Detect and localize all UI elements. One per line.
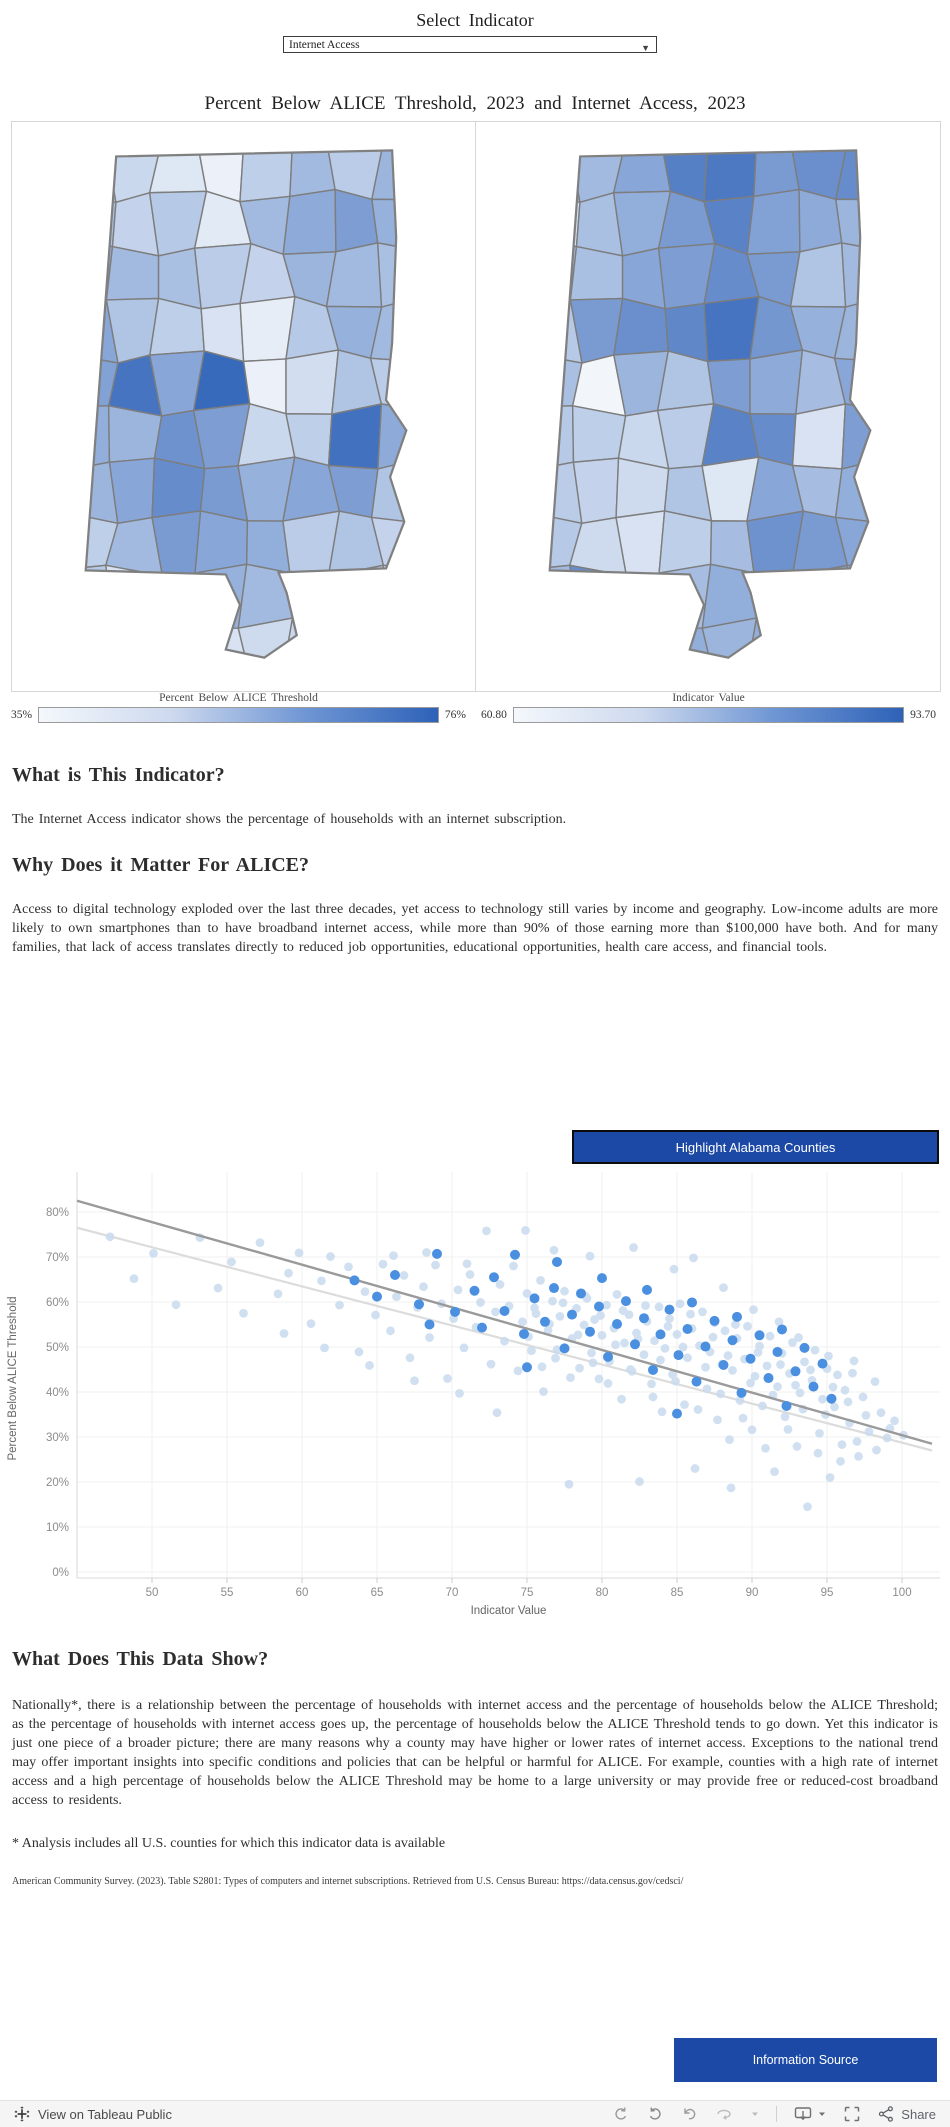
legend-max-label: 93.70: [910, 709, 936, 721]
county-cell[interactable]: [67, 406, 109, 470]
county-cell[interactable]: [289, 142, 334, 196]
svg-text:60: 60: [295, 1587, 309, 1599]
section-body-data-show: Nationally*, there is a relationship between the percentage of households with internet access and the percentage of households below the ALICE Threshold; as the percentage of households with internet access goes up, the percentage of households below the ALICE Threshold tends to go down. Yet this indicator is just one piece of a broader picture; there are many reasons why a county may have higher or lower rates of internet access. Exceptions to the national trend may offer important insights into specific conditions and policies that can be helpful or harmful for ALICE. For example, counties with a high rate of internet access and a high percentage of households below the ALICE Threshold may be home to a large university or may provide free or reduced-cost broadband access to residents.: [12, 1698, 938, 1808]
county-cell[interactable]: [841, 243, 885, 307]
county-cell[interactable]: [328, 565, 383, 630]
county-cell[interactable]: [238, 618, 292, 674]
x-axis-title: Indicator Value: [470, 1605, 547, 1617]
county-cell[interactable]: [531, 195, 579, 247]
county-cell[interactable]: [108, 406, 161, 462]
county-cell[interactable]: [238, 564, 292, 628]
county-cell[interactable]: [570, 247, 622, 300]
county-cell[interactable]: [573, 458, 618, 523]
redo-icon[interactable]: [646, 2105, 664, 2123]
svg-text:40%: 40%: [45, 1387, 69, 1399]
fullscreen-icon[interactable]: [843, 2105, 861, 2123]
source-citation: American Community Survey. (2023). Table S2801: Types of computers and internet subscriptions. Retrieved from U.S. Census Bureau: https://data.census.gov/cedsci/: [12, 1876, 684, 1887]
county-cell[interactable]: [613, 142, 670, 193]
county-cell[interactable]: [151, 618, 206, 674]
county-cell[interactable]: [753, 573, 795, 625]
county-cell[interactable]: [659, 511, 711, 573]
county-cell[interactable]: [105, 565, 162, 624]
county-cell[interactable]: [569, 565, 626, 624]
alabama-choropleth-indicator[interactable]: [499, 134, 917, 674]
county-cell[interactable]: [841, 404, 884, 469]
svg-text:70: 70: [445, 1587, 459, 1599]
county-cell[interactable]: [796, 625, 839, 674]
svg-text:65: 65: [370, 1587, 384, 1599]
analysis-footnote: * Analysis includes all U.S. counties for which this indicator data is available: [12, 1836, 446, 1851]
highlight-button-label: Highlight Alabama Counties: [675, 1139, 836, 1155]
maps-title: Percent Below ALICE Threshold, 2023 and Internet Access, 2023: [204, 93, 746, 114]
county-cell[interactable]: [702, 618, 756, 674]
svg-text:85: 85: [670, 1587, 684, 1599]
tableau-footer-bar: [0, 2100, 950, 2127]
svg-text:30%: 30%: [45, 1432, 69, 1444]
county-cell[interactable]: [106, 247, 158, 300]
download-icon[interactable]: [793, 2105, 827, 2123]
county-cell[interactable]: [374, 565, 421, 630]
county-cell[interactable]: [838, 620, 885, 674]
caret-down-icon: [817, 2109, 827, 2119]
svg-text:70%: 70%: [45, 1252, 69, 1264]
us-county-dots[interactable]: [106, 1226, 908, 1511]
view-on-tableau-public[interactable]: [14, 2106, 172, 2122]
county-cell[interactable]: [151, 573, 206, 628]
county-cell[interactable]: [283, 190, 336, 255]
svg-text:50%: 50%: [45, 1342, 69, 1354]
county-cell[interactable]: [750, 350, 802, 414]
section-body-why-matter: Access to digital technology exploded over the last three decades, yet access to technology still varies by income and geography. Low-income adults are more likely to own smartphones than to have broadband internet access, while more than 90% of those earning more than $100,000 have both. And for many families, that lack of access translates directly to reduced job opportunities, educational opportunities, health care access, and financial tools.: [12, 902, 938, 955]
county-cell[interactable]: [577, 618, 619, 674]
alabama-county-dots[interactable]: [350, 1249, 837, 1419]
refresh-icon[interactable]: [714, 2105, 734, 2123]
county-cell[interactable]: [835, 458, 885, 523]
county-cell[interactable]: [286, 350, 338, 414]
county-cell[interactable]: [615, 618, 670, 674]
view-on-tableau-public-label: View on Tableau Public: [38, 2106, 172, 2122]
section-heading-data-show: What Does This Data Show?: [12, 1648, 269, 1670]
y-axis-title: Percent Below ALICE Threshold: [7, 1296, 19, 1461]
highlight-alabama-counties-button[interactable]: [572, 1130, 939, 1164]
county-cell[interactable]: [67, 565, 113, 630]
toolbar-separator: [776, 2106, 777, 2122]
county-cell[interactable]: [67, 142, 115, 202]
revert-icon[interactable]: [680, 2105, 698, 2123]
county-cell[interactable]: [531, 565, 577, 630]
legend-min-label: 60.80: [481, 709, 507, 721]
tableau-logo-icon: [14, 2106, 30, 2122]
county-cell[interactable]: [572, 406, 625, 462]
caret-down-icon[interactable]: [750, 2109, 760, 2119]
share-label: Share: [901, 2106, 936, 2122]
information-source-button[interactable]: [674, 2038, 937, 2082]
maps-divider: [475, 122, 476, 691]
county-cell[interactable]: [703, 142, 756, 201]
indicator-select-value: Internet Access: [289, 39, 360, 51]
county-cell[interactable]: [753, 142, 798, 196]
legend-indicator-value: [481, 692, 936, 723]
section-heading-why-matter: Why Does it Matter For ALICE?: [12, 854, 310, 876]
county-cell[interactable]: [195, 511, 247, 573]
svg-text:55: 55: [220, 1587, 234, 1599]
county-cell[interactable]: [371, 458, 421, 523]
county-cell[interactable]: [239, 142, 292, 201]
share-icon: [877, 2105, 895, 2123]
legend-max-label: 76%: [444, 709, 466, 721]
footer-toolbar: [612, 2105, 936, 2123]
county-cell[interactable]: [149, 142, 206, 193]
section-body-what-is: The Internet Access indicator shows the percentage of households with an internet subscription.: [12, 812, 567, 827]
county-cell[interactable]: [152, 458, 205, 517]
alabama-choropleth-alice[interactable]: [35, 134, 453, 674]
county-cell[interactable]: [67, 195, 115, 247]
legend-gradient-bar: [38, 707, 439, 723]
county-cell[interactable]: [792, 565, 847, 630]
county-cell[interactable]: [746, 618, 802, 674]
undo-icon[interactable]: [612, 2105, 630, 2123]
county-cell[interactable]: [613, 298, 667, 355]
legend-alice-threshold: [11, 692, 466, 723]
section-heading-what-is: What is This Indicator?: [12, 764, 225, 786]
svg-text:95: 95: [820, 1587, 834, 1599]
county-cell[interactable]: [377, 243, 421, 307]
county-cell[interactable]: [838, 565, 885, 630]
map-indicator-value[interactable]: [476, 122, 939, 691]
information-source-label: Information Source: [752, 2053, 859, 2067]
svg-text:50: 50: [145, 1587, 159, 1599]
legend-title: Percent Below ALICE Threshold: [159, 692, 318, 704]
share-button[interactable]: [877, 2105, 936, 2123]
svg-text:60%: 60%: [45, 1297, 69, 1309]
county-cell[interactable]: [792, 404, 845, 469]
svg-text:0%: 0%: [52, 1567, 69, 1579]
county-cell[interactable]: [531, 142, 579, 202]
county-cell[interactable]: [328, 404, 381, 469]
county-cell[interactable]: [282, 618, 338, 674]
maps-panel: [11, 121, 941, 692]
county-cell[interactable]: [615, 573, 670, 628]
county-cell[interactable]: [149, 298, 203, 355]
legend-title: Indicator Value: [672, 692, 745, 704]
county-cell[interactable]: [377, 404, 420, 469]
indicator-select[interactable]: [283, 36, 657, 53]
county-cell[interactable]: [109, 458, 154, 523]
county-cell[interactable]: [747, 190, 800, 255]
county-cell[interactable]: [289, 573, 331, 625]
svg-text:90: 90: [745, 1587, 759, 1599]
map-alice-threshold[interactable]: [12, 122, 475, 691]
svg-text:20%: 20%: [45, 1477, 69, 1489]
county-cell[interactable]: [67, 625, 115, 674]
svg-text:80%: 80%: [45, 1207, 69, 1219]
legend-min-label: 35%: [11, 709, 33, 721]
svg-text:75: 75: [520, 1587, 534, 1599]
select-indicator-label: Select Indicator: [416, 10, 534, 30]
chevron-down-icon: ▼: [641, 43, 650, 53]
county-cell[interactable]: [702, 564, 756, 628]
scatter-plot[interactable]: [0, 1164, 950, 1634]
county-cell[interactable]: [374, 620, 421, 674]
county-cell[interactable]: [332, 625, 375, 674]
legend-gradient-bar: [513, 707, 904, 723]
county-cell[interactable]: [531, 406, 573, 470]
svg-text:100: 100: [892, 1587, 912, 1599]
svg-text:80: 80: [595, 1587, 609, 1599]
county-cell[interactable]: [531, 625, 579, 674]
county-cell[interactable]: [113, 618, 155, 674]
county-cell[interactable]: [616, 458, 669, 517]
svg-text:10%: 10%: [45, 1522, 69, 1534]
